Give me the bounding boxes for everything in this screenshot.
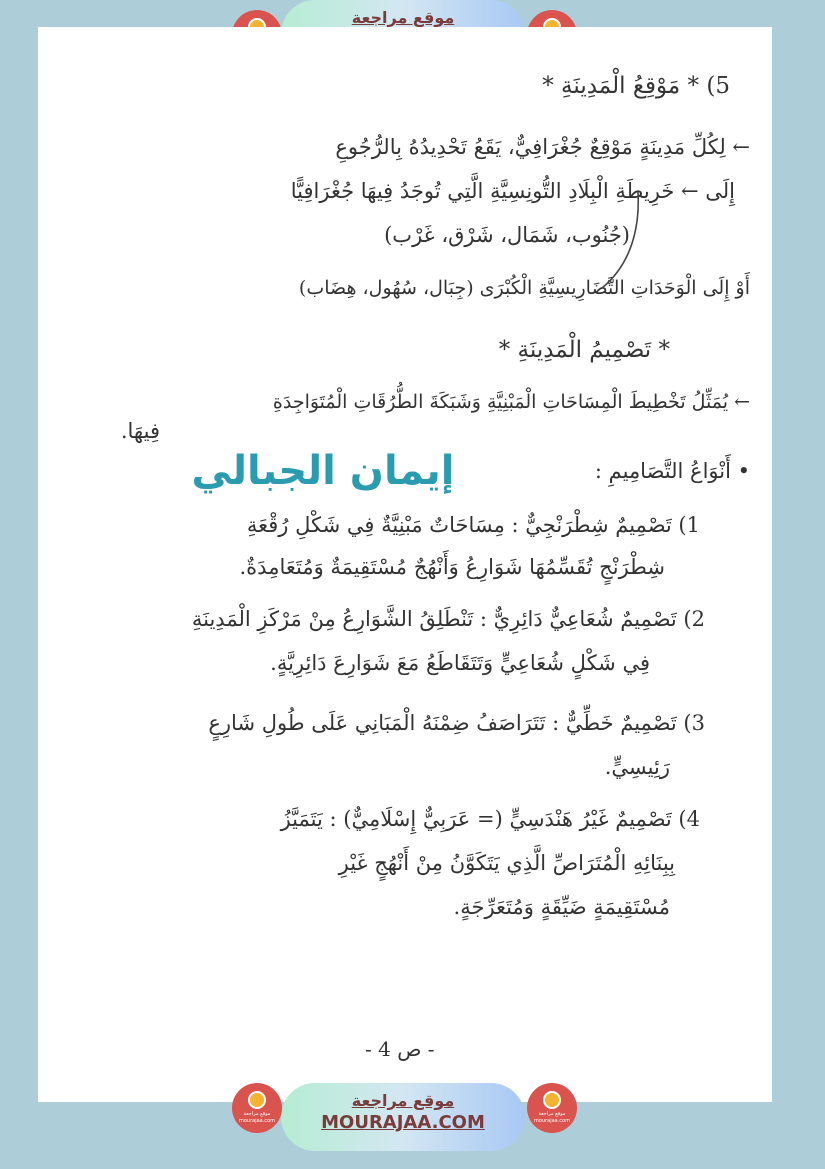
text-line: أَوْ إِلَى الْوَحَدَاتِ التَّضَارِيسِيَّةِ الْكُبْرَى (جِبَال، سُهُول، هِضَاب) <box>298 277 750 299</box>
text-line: إِلَى ← خَرِيطَةِ الْبِلَادِ التُّونِسِيَّةِ الَّتِي تُوجَدُ فِيهَا جُغْرَافِيًّا <box>290 179 735 203</box>
text-line: (جُنُوب، شَمَال، شَرْق، غَرْب) <box>384 223 630 247</box>
logo-name: موقع مراجعة <box>243 1111 271 1117</box>
text-line: 1) تَصْمِيمٌ شِطْرَنْجِيٌّ : مِسَاحَاتٌ مَبْنِيَّةٌ فِي شَكْلِ رُقْعَةِ <box>246 513 700 537</box>
text-line: فِي شَكْلٍ شُعَاعِيٍّ وَتَتَقَاطَعُ مَعَ شَوَارِعَ دَائِرِيَّةٍ. <box>270 651 650 675</box>
text-line: 4) تَصْمِيمٌ غَيْرُ هَنْدَسِيٍّ (= عَرَبِيٌّ إِسْلَامِيٌّ) : يَتَمَيَّزُ <box>280 807 700 831</box>
logo-badge-icon <box>248 1091 266 1109</box>
banner-title-ar[interactable]: موقع مراجعة <box>351 8 455 27</box>
text-line: بِبِنَائِهِ الْمُتَرَاصِّ الَّذِي يَتَكَوَّنُ مِنْ أَنْهُجٍ غَيْرِ <box>338 851 675 875</box>
text-line: شِطْرَنْجٍ تُقَسِّمُهَا شَوَارِعُ وَأَنْهُجٌ مُسْتَقِيمَةٌ وَمُتَعَامِدَةٌ. <box>239 555 665 579</box>
banner-site-link[interactable]: MOURAJAA.COM <box>321 1112 485 1133</box>
text-line: 2) تَصْمِيمٌ شُعَاعِيٌّ دَائِرِيٌّ : تَنْطَلِقُ الشَّوَارِعُ مِنْ مَرْكَزِ الْمَدِينَةِ <box>191 607 705 631</box>
text-line: ← يُمَثِّلُ تَخْطِيطَ الْمِسَاحَاتِ الْمَبْنِيَّةِ وَشَبَكَةَ الطُّرُقَاتِ الْمُتَوَاجِدَةِ <box>272 391 750 413</box>
text-line: مُسْتَقِيمَةٍ ضَيِّقَةٍ وَمُتَعَرِّجَةٍ. <box>453 895 670 919</box>
text-line: 3) تَصْمِيمٌ خَطِّيٌّ : تَتَرَاصَفُ ضِمْنَهُ الْمَبَانِي عَلَى طُولِ شَارِعٍ <box>208 711 705 735</box>
site-logo-left-bottom <box>232 1083 282 1133</box>
section-heading-city-location: 5) * مَوْقِعُ الْمَدِينَةِ * <box>542 73 730 99</box>
logo-site: mourajaa.com <box>238 1118 275 1124</box>
author-watermark: إيمان الجبالي <box>191 448 455 494</box>
logo-badge-icon <box>543 1091 561 1109</box>
section-heading-city-design: * تَصْمِيمُ الْمَدِينَةِ * <box>498 337 670 363</box>
text-line: ← لِكُلِّ مَدِينَةٍ مَوْقِعٌ جُغْرَافِيٌّ، يَقَعُ تَحْدِيدُهُ بِالرُّجُوعِ <box>335 135 750 159</box>
text-line: رَئِيسِيٍّ. <box>604 755 670 779</box>
curved-arrow-icon <box>600 190 650 300</box>
site-logo-right-bottom <box>527 1083 577 1133</box>
banner-title-ar[interactable]: موقع مراجعة <box>351 1091 455 1110</box>
logo-site: mourajaa.com <box>533 1118 570 1124</box>
site-banner-bottom[interactable] <box>281 1083 525 1151</box>
logo-name: موقع مراجعة <box>538 1111 566 1117</box>
types-title: • أَنْوَاعُ التَّصَامِيمِ : <box>594 459 750 483</box>
text-line: فِيهَا. <box>120 419 160 443</box>
page-number: - ص 4 - <box>365 1037 435 1061</box>
